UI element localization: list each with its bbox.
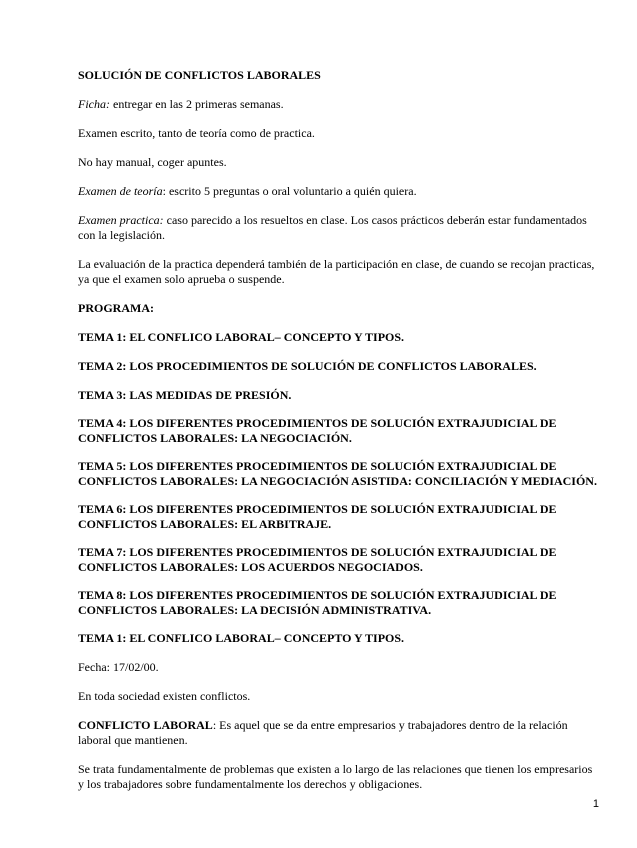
sociedad-paragraph: En toda sociedad existen conflictos.: [78, 689, 251, 703]
ficha-paragraph: [78, 97, 600, 112]
examen-practica-label: Examen practica:: [78, 213, 164, 227]
tema-8-item: TEMA 8: LOS DIFERENTES PROCEDIMIENTOS DE SOLUCIÓN EXTRAJUDICIAL DE CONFLICTOS LABORALES: LA DECISIÓN ADMINISTRATIVA.: [78, 588, 557, 617]
document-title: SOLUCIÓN DE CONFLICTOS LABORALES: [78, 68, 321, 82]
tema-5-item: TEMA 5: LOS DIFERENTES PROCEDIMIENTOS DE SOLUCIÓN EXTRAJUDICIAL DE CONFLICTOS LABORALES: LA NEGOCIACIÓN ASISTIDA: CONCILIACIÓN Y MEDIACIÓN.: [78, 459, 597, 488]
problemas-paragraph: Se trata fundamentalmente de problemas que existen a lo largo de las relaciones que tienen los empresarios y los trabajadores sobre fundamentalmente los derechos y obligaciones.: [78, 762, 593, 791]
examen-teoria-paragraph: [78, 184, 600, 199]
tema-2-item: TEMA 2: LOS PROCEDIMIENTOS DE SOLUCIÓN DE CONFLICTOS LABORALES.: [78, 359, 537, 373]
document-page: [78, 68, 600, 792]
tema-4-item: TEMA 4: LOS DIFERENTES PROCEDIMIENTOS DE SOLUCIÓN EXTRAJUDICIAL DE CONFLICTOS LABORALES: LA NEGOCIACIÓN.: [78, 416, 557, 445]
conflicto-laboral-label: CONFLICTO LABORAL: [78, 718, 213, 732]
tema-6-item: TEMA 6: LOS DIFERENTES PROCEDIMIENTOS DE SOLUCIÓN EXTRAJUDICIAL DE CONFLICTOS LABORALES: EL ARBITRAJE.: [78, 502, 557, 531]
fecha-paragraph: Fecha: 17/02/00.: [78, 660, 159, 674]
programa-heading: PROGRAMA:: [78, 301, 154, 315]
examen-practica-paragraph: [78, 213, 600, 243]
evaluacion-paragraph: La evaluación de la practica dependerá también de la participación en clase, de cuando se recojan practicas, ya que el examen solo aprueba o suspende.: [78, 257, 595, 286]
tema-1-heading: TEMA 1: EL CONFLICO LABORAL– CONCEPTO Y TIPOS.: [78, 631, 405, 645]
ficha-label: Ficha:: [78, 97, 110, 111]
examen-escrito-paragraph: Examen escrito, tanto de teoría como de practica.: [78, 126, 315, 140]
tema-7-item: TEMA 7: LOS DIFERENTES PROCEDIMIENTOS DE SOLUCIÓN EXTRAJUDICIAL DE CONFLICTOS LABORALES: LOS ACUERDOS NEGOCIADOS.: [78, 545, 557, 574]
no-manual-paragraph: No hay manual, coger apuntes.: [78, 155, 227, 169]
examen-practica-text: caso parecido a los resueltos en clase. Los casos prácticos deberán estar fundamentados con la legislación.: [78, 213, 587, 242]
examen-teoria-text: : escrito 5 preguntas o oral voluntario a quién quiera.: [162, 184, 417, 198]
ficha-text: entregar en las 2 primeras semanas.: [110, 97, 284, 111]
conflicto-laboral-text: : Es aquel que se da entre empresarios y trabajadores dentro de la relación laboral que mantienen.: [78, 718, 568, 747]
tema-1-item: TEMA 1: EL CONFLICO LABORAL– CONCEPTO Y TIPOS.: [78, 330, 405, 344]
conflicto-laboral-paragraph: [78, 718, 600, 748]
page-number: 1: [592, 798, 599, 810]
tema-3-item: TEMA 3: LAS MEDIDAS DE PRESIÓN.: [78, 388, 292, 402]
examen-teoria-label: Examen de teoría: [78, 184, 163, 198]
